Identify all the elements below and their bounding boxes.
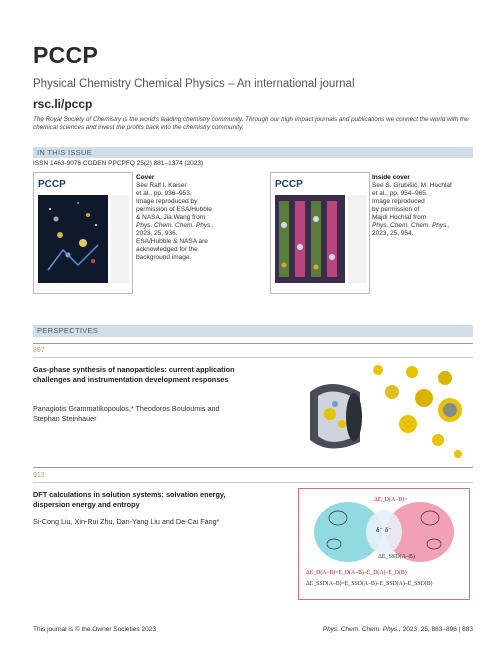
inside-cover-image [270, 172, 370, 294]
cover-year-line: 2023, 25, 954. [372, 230, 414, 237]
divider [33, 467, 473, 468]
in-this-issue-bar [33, 147, 473, 158]
cover-line: acknowledged for the [136, 246, 198, 253]
article-authors: Panagiotis Grammatikopoulos,* Theodoros Bouloumis and Stephan Steinhauer [33, 404, 220, 423]
perspectives-bar [33, 325, 473, 337]
article-page-number: 913 [33, 472, 45, 479]
footer-journal: Phys. Chem. Chem. Phys., [322, 626, 401, 633]
cover-line: ESA/Hubble & NASA are [136, 238, 208, 245]
in-this-issue-heading: IN THIS ISSUE [37, 148, 93, 157]
perspectives-heading: PERSPECTIVES [37, 326, 99, 335]
cover-line: Majdi Hochlaf from [372, 214, 427, 221]
cover-line: et al., pp. 954–965. [372, 190, 428, 197]
journal-subtitle: Physical Chemistry Chemical Physics – An international journal [33, 78, 355, 90]
footer-citation-text: 2023, 25, 883–896 | 883 [400, 626, 473, 633]
footer-copyright: This journal is © the Owner Societies 2023 [33, 626, 156, 633]
cover-label: Cover [136, 174, 155, 181]
cover-artwork [38, 195, 108, 283]
cover-thumb-title: PCCP [38, 179, 66, 190]
cover-image [33, 172, 133, 294]
cover-journal-ref: Phys. Chem. Chem. Phys., [372, 222, 451, 229]
figure-label-mid: ΔE_SSD(A–B) [378, 554, 415, 560]
cover-line: et al., pp. 936–953. [136, 190, 192, 197]
dft-figure [298, 488, 470, 600]
cover-thumb-title: PCCP [275, 179, 303, 190]
cover-sidebar [348, 195, 366, 283]
article-title[interactable]: Gas-phase synthesis of nanoparticles: current application challenges and instrumentation development responses [33, 365, 235, 384]
divider [33, 343, 473, 344]
rsc-statement: The Royal Society of Chemistry is the world's leading chemistry community. Through our high impact journals and publications we connect the world with the chemical sciences and invest the profits back into the chemistry community. [33, 116, 469, 131]
cover-line: by permission of [372, 206, 420, 213]
figure-label-top: ΔE_D(A–B)= [374, 497, 408, 503]
divider [33, 482, 473, 483]
cover-line: See Ralf I. Kaiser [136, 182, 187, 189]
cover-label: Inside cover [372, 174, 410, 181]
figure-equation-2: ΔE_SSD(A–B)=E_SSD(A–B)–E_SSD(A)–E_SSD(B) [306, 581, 433, 587]
cover-line: See S. Grubišić, M. Hochlaf [372, 182, 452, 189]
cover-journal-ref: Phys. Chem. Chem. Phys., [136, 222, 215, 229]
cover-line: background image. [136, 254, 192, 261]
article-page-number: 897 [33, 347, 45, 354]
figure-equation-1: ΔE_D(A–B)=E_D(A–B)–E_D(A)–E_D(B) [306, 570, 407, 576]
issue-info: ISSN 1463-9076 CODEN PPCPFQ 25(2) 881–1374 (2023) [33, 160, 204, 167]
cover-line: Image reproduced [372, 198, 425, 205]
journal-name: PCCP [33, 42, 99, 68]
journal-url[interactable]: rsc.li/pccp [33, 97, 93, 111]
article-authors: Si-Cong Liu, Xin-Rui Zhu, Dan-Yang Liu and De-Cai Fang* [33, 517, 220, 526]
cover-sidebar [111, 195, 129, 283]
divider [33, 357, 473, 358]
svg-text:δ⁻ δ⁻: δ⁻ δ⁻ [376, 526, 392, 534]
cover-year-line: 2023, 25, 936. [136, 230, 178, 237]
footer-citation [323, 626, 473, 633]
article-title[interactable]: DFT calculations in solution systems: solvation energy, dispersion energy and entropy [33, 490, 226, 509]
inside-cover-description [372, 174, 482, 238]
nanoparticle-figure [300, 362, 470, 462]
cover-description [136, 174, 236, 262]
cover-line: Image reproduced by [136, 198, 198, 205]
inside-cover-artwork [275, 195, 345, 283]
cover-line: & NASA, Jia Wang from [136, 214, 206, 221]
cover-line: permission of ESA/Hubble [136, 206, 212, 213]
